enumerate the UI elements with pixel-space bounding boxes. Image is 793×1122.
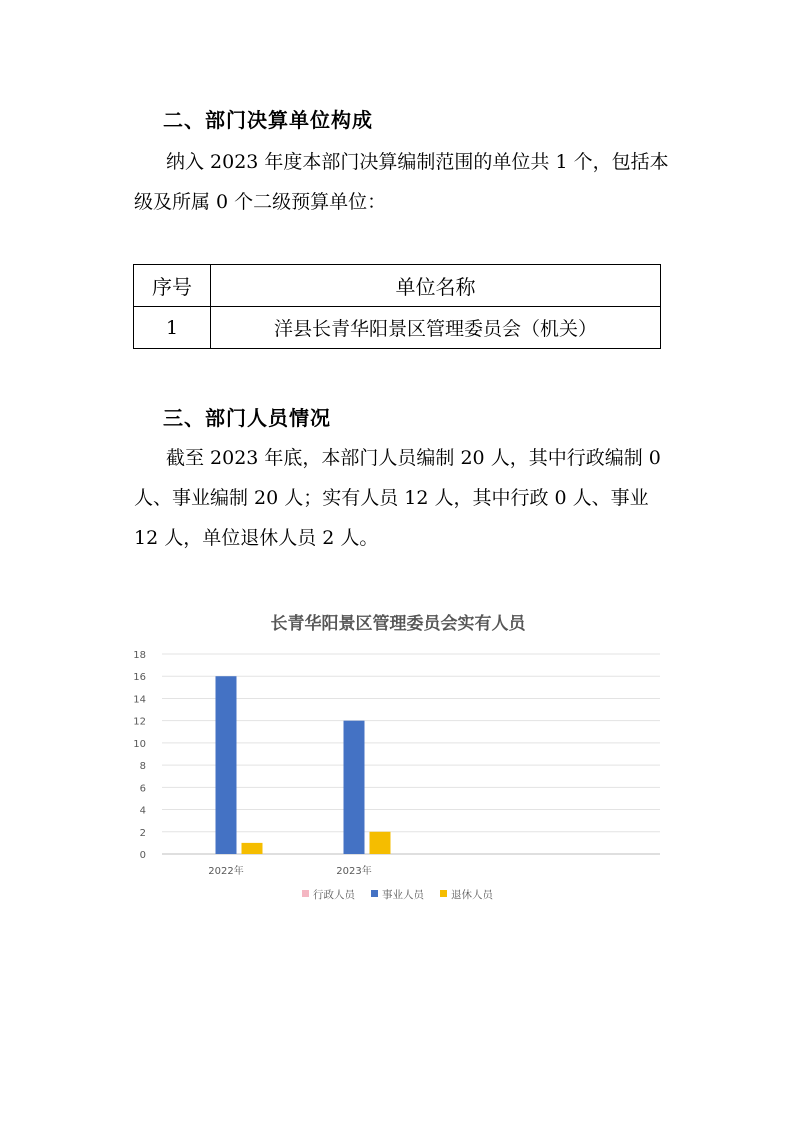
- bar-2-0: [242, 843, 263, 854]
- x-tick-label: 2023年: [336, 866, 372, 877]
- x-tick-label: 2022年: [208, 866, 244, 877]
- units-table: [133, 264, 661, 349]
- legend-swatch: [371, 890, 378, 897]
- y-tick-label: 2: [139, 827, 146, 839]
- section-2-heading: 二、部门决算单位构成: [163, 108, 373, 132]
- cell-unit-name: 洋县长青华阳景区管理委员会（机关）: [211, 307, 661, 349]
- y-tick-label: 14: [133, 694, 146, 706]
- legend-swatch: [440, 890, 447, 897]
- legend-item: 退休人员: [451, 889, 493, 901]
- section-2-paragraph: 纳入 2023 年度本部门决算编制范围的单位共 1 个，包括本级及所属 0 个二级预算单位：: [134, 151, 669, 213]
- header-index: 序号: [134, 265, 211, 307]
- staff-bar-chart: [120, 596, 680, 916]
- bar-1-1: [344, 721, 365, 854]
- y-tick-label: 18: [133, 650, 146, 661]
- bar-1-0: [216, 676, 237, 854]
- legend-item: 事业人员: [382, 889, 424, 901]
- y-tick-label: 8: [139, 761, 146, 773]
- bar-2-1: [370, 832, 391, 854]
- y-tick-label: 16: [133, 672, 146, 684]
- section-3-heading: 三、部门人员情况: [163, 406, 331, 430]
- table-header-row: [134, 265, 661, 307]
- header-unit-name: 单位名称: [211, 265, 661, 307]
- chart-title: 长青华阳景区管理委员会实有人员: [270, 614, 526, 634]
- y-tick-label: 6: [139, 783, 146, 795]
- table-row: [134, 307, 661, 349]
- cell-index: 1: [134, 307, 211, 349]
- y-tick-label: 12: [133, 716, 146, 728]
- y-tick-label: 10: [133, 738, 146, 750]
- section-3-paragraph: 截至 2023 年底，本部门人员编制 20 人，其中行政编制 0 人、事业编制 20 人；实有人员 12 人，其中行政 0 人、事业 12 人，单位退休人员 2 人。: [134, 447, 661, 549]
- y-tick-label: 4: [139, 805, 146, 817]
- legend-swatch: [302, 890, 309, 897]
- y-tick-label: 0: [139, 850, 146, 861]
- legend-item: 行政人员: [313, 889, 355, 901]
